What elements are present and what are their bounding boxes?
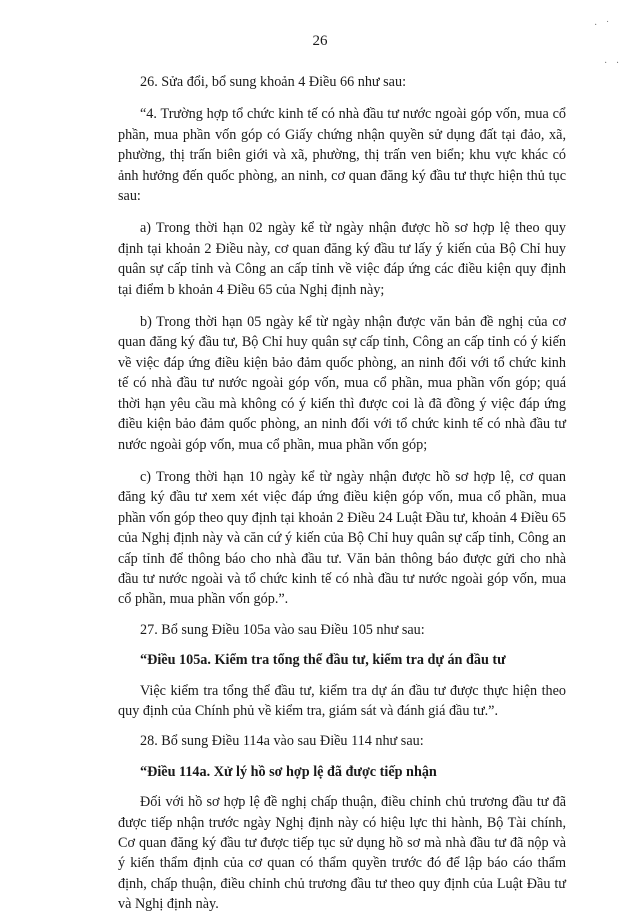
point-a: a) Trong thời hạn 02 ngày kể từ ngày nhận được hồ sơ hợp lệ theo quy định tại khoản 2 Điều này, cơ quan đăng ký đầu tư lấy ý kiến của Bộ Chỉ huy quân sự cấp tỉnh và Công an cấp tỉnh về việc đáp ứng các điều kiện quy định tại điểm b khoản 4 Điều 65 của Nghị định này; xyxy=(118,220,566,298)
scan-speckle-mid: · · xyxy=(604,58,623,69)
article-114a-heading: “Điều 114a. Xử lý hồ sơ hợp lệ đã được tiếp nhận xyxy=(140,763,437,780)
point-c: c) Trong thời hạn 10 ngày kể từ ngày nhận được hồ sơ hợp lệ, cơ quan đăng ký đầu tư xem xét việc đáp ứng điều kiện góp vốn, mua cổ phần, mua phần vốn góp theo quy định tại khoản 2 Điều 24 Luật Đầu tư, khoản 4 Điều 65 của Nghị định này và căn cứ ý kiến của Bộ Chỉ huy quân sự cấp tỉnh, Công an cấp tỉnh để thông báo cho nhà đầu tư. Văn bản thông báo được gửi cho nhà đầu tư nước ngoài và tổ chức kinh tế có nhà đầu tư nước ngoài góp vốn, mua cổ phần, mua phần vốn góp.”. xyxy=(118,468,566,608)
point-b: b) Trong thời hạn 05 ngày kể từ ngày nhận được văn bản đề nghị của cơ quan đăng ký đầu tư, Bộ Chỉ huy quân sự cấp tỉnh, Công an cấp tỉnh có ý kiến về việc đáp ứng điều kiện bảo đảm quốc phòng, an ninh đối với tổ chức kinh tế có nhà đầu tư nước ngoài góp vốn, mua cổ phần, mua phần vốn góp; quá thời hạn yêu cầu mà không có ý kiến thì được coi là đã đồng ý việc đáp ứng điều kiện bảo đảm quốc phòng, an ninh đối với tổ chức kinh tế có nhà đầu tư nước ngoài góp vốn, mua cổ phần, mua phần vốn góp; xyxy=(118,314,566,453)
document-body xyxy=(118,72,566,915)
article-105a-body: Việc kiểm tra tổng thể đầu tư, kiểm tra dự án đầu tư được thực hiện theo quy định của Chính phủ về kiểm tra, giám sát và đánh giá đầu tư.”. xyxy=(118,682,566,719)
article-114a-body: Đối với hồ sơ hợp lệ đề nghị chấp thuận, điều chỉnh chủ trương đầu tư đã được tiếp nhận trước ngày Nghị định này có hiệu lực thi hành, Bộ Tài chính, Cơ quan đăng ký đầu tư được tiếp tục sử dụng hồ sơ mà nhà đầu tư đã nộp và ý kiến thẩm định của cơ quan có thẩm quyền trước đó để lập báo cáo thẩm định, chấp thuận, điều chỉnh chủ trương đầu tư theo quy định của Luật Đầu tư và Nghị định này. xyxy=(118,794,566,913)
amendment-item-28: 28. Bổ sung Điều 114a vào sau Điều 114 như sau: xyxy=(140,733,424,750)
clause-4-intro: “4. Trường hợp tổ chức kinh tế có nhà đầu tư nước ngoài góp vốn, mua cổ phần, mua phần vốn góp có Giấy chứng nhận quyền sử dụng đất tại đảo, xã, phường, thị trấn biên giới và xã, phường, thị trấn ven biển; khu vực khác có ảnh hưởng đến quốc phòng, an ninh, cơ quan đăng ký đầu tư thực hiện thủ tục sau: xyxy=(118,106,566,205)
article-105a-heading: “Điều 105a. Kiểm tra tổng thể đầu tư, kiểm tra dự án đầu tư xyxy=(140,652,506,669)
amendment-item-27: 27. Bổ sung Điều 105a vào sau Điều 105 như sau: xyxy=(140,621,425,638)
scan-speckle-top: · ˙ xyxy=(594,20,613,31)
page-number: 26 xyxy=(312,33,328,49)
amendment-item-26: 26. Sửa đổi, bổ sung khoản 4 Điều 66 như sau: xyxy=(140,74,407,90)
